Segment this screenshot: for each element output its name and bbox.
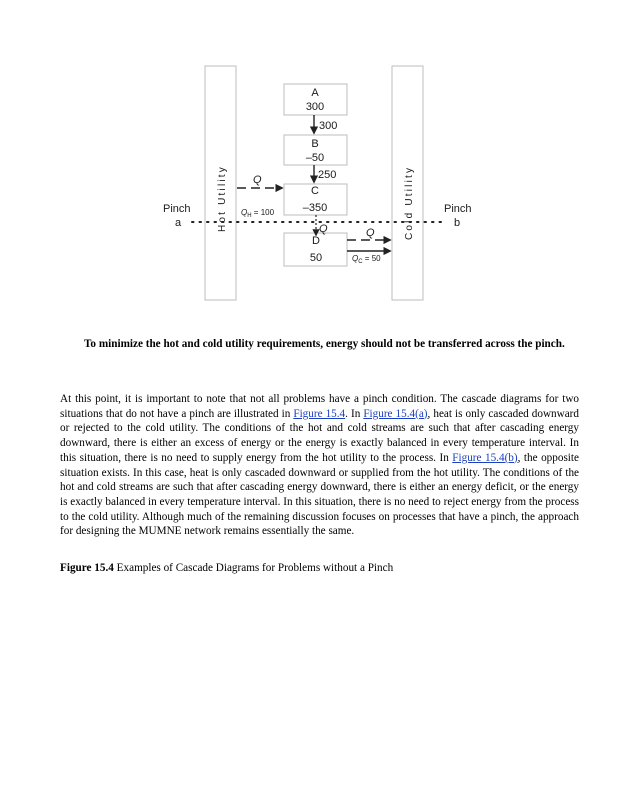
figure-caption [60, 561, 579, 576]
hot-utility-label: Hot Utility [217, 165, 228, 232]
box-a-value: 300 [305, 101, 325, 113]
cold-q-value: $Q_C = 50$ [352, 254, 381, 265]
box-a-name: A [311, 87, 319, 99]
figure-caption-text: Examples of Cascade Diagrams for Problems without a Pinch [113, 562, 394, 574]
arrow-b-to-c-value: 250 [318, 169, 337, 181]
box-d-value: 50 [309, 252, 323, 264]
cascade-diagram [0, 0, 635, 330]
figure-15-4b-link[interactable]: Figure 15.4(b) [452, 451, 518, 464]
arrow-a-to-b-value: 300 [319, 120, 338, 132]
body-paragraph: At this point, it is important to note that not all problems have a pinch condition. The cascade diagrams for two situations that do not have a pinch are illustrated in Figure 15.4. In Figure 15.4(a), heat is only cascaded downward or rejected to the cold utility. The conditions of the hot and cold streams are such that after cascading energy downward, there is either an excess of energy or the energy is exactly balanced in every temperature interval. In this situation, there is no need to supply energy from the hot utility to the process. In Figure 15.4(b), the opposite situation exists. In this case, heat is only cascaded downward or supplied from the hot utility. The conditions of the hot and cold streams are such that after cascading energy downward, there is either an energy deficit, or the energy is exactly balanced in every temperature interval. In this situation, there is no need to reject energy from the process to the cold utility. Although much of the remaining discussion focuses on processes that have a pinch, the approach for designing the MUMNE network remains essentially the same. [60, 393, 579, 538]
box-b-value: –50 [305, 152, 325, 164]
pinch-left-label: Pinch [163, 203, 191, 215]
box-d-name: D [312, 235, 320, 247]
pinch-left-point: a [175, 217, 182, 229]
cold-utility-label: Cold Utility [404, 165, 415, 240]
hot-q-value: $Q_H = 100$ [241, 208, 275, 219]
box-c-name: C [311, 185, 319, 197]
pinch-right-point: b [454, 217, 461, 229]
box-b-name: B [311, 138, 319, 150]
diagram-caption: To minimize the hot and cold utility requirements, energy should not be transferred across the pinch. [84, 338, 565, 350]
figure-15-4-link[interactable]: Figure 15.4 [293, 407, 346, 420]
cold-q-label: Q [366, 227, 375, 239]
box-c-value: –350 [302, 202, 328, 214]
figure-label: Figure 15.4 [60, 562, 114, 574]
hot-q-label: Q [253, 174, 262, 186]
figure-15-4a-link[interactable]: Figure 15.4(a) [363, 407, 428, 420]
arrow-c-to-d-value: Q [319, 223, 328, 235]
pinch-right-label: Pinch [444, 203, 472, 215]
